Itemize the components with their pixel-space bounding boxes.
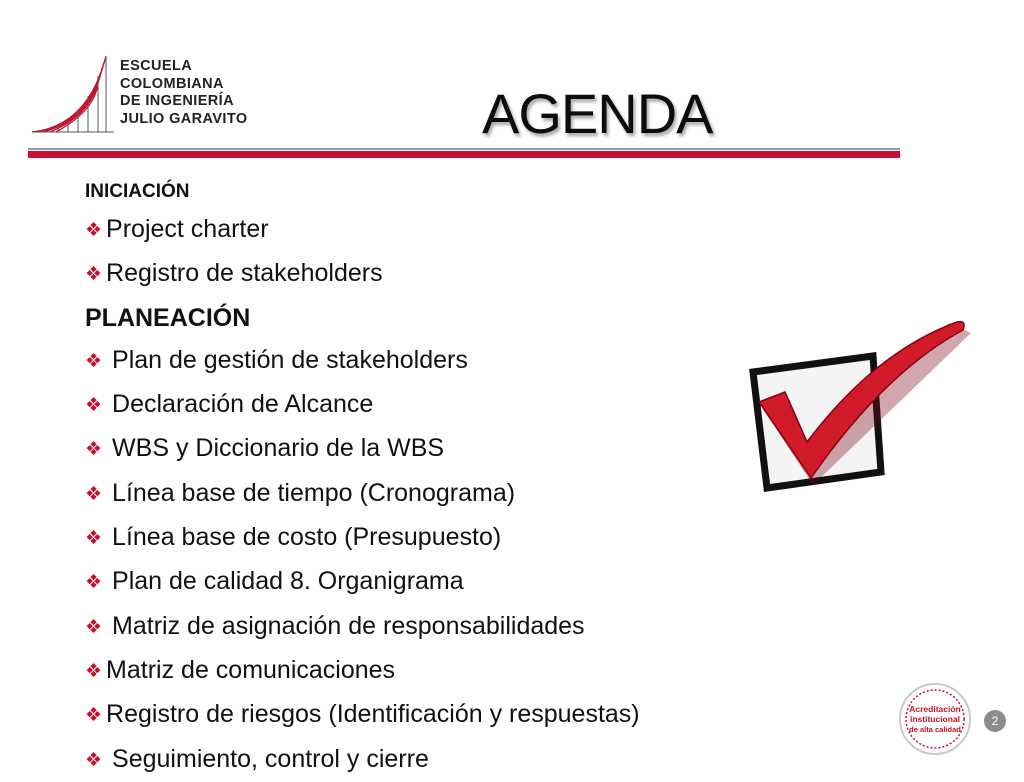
list-item-text: Registro de stakeholders (106, 259, 383, 288)
logo-line: COLOMBIANA (120, 75, 224, 92)
list-item-text: Matriz de asignación de responsabilidades (112, 611, 585, 640)
diamond-bullet-icon: ❖ (85, 749, 103, 771)
list-item-text: Seguimiento, control y cierre (112, 744, 429, 773)
list-item-text: Project charter (106, 215, 269, 243)
section-heading-planning: PLANEACIÓN (85, 303, 251, 332)
diamond-bullet-icon: ❖ (85, 660, 103, 682)
list-item-text: Línea base de tiempo (Cronograma) (112, 478, 516, 507)
logo-line: ESCUELA (120, 58, 193, 74)
diamond-bullet-icon: ❖ (85, 528, 103, 550)
title-divider-red (28, 151, 900, 158)
slide-title: AGENDA (482, 82, 713, 145)
title-divider-gray (28, 148, 900, 150)
list-item-text: Línea base de costo (Presupuesto) (112, 523, 502, 552)
section-heading-initiation: INICIACIÓN (85, 181, 190, 202)
diamond-bullet-icon: ❖ (85, 705, 103, 727)
logo-line: JULIO GARAVITO (120, 110, 248, 127)
diamond-bullet-icon: ❖ (85, 439, 103, 461)
diamond-bullet-icon: ❖ (85, 616, 103, 638)
agenda-list (85, 176, 785, 782)
seal-line: institucional (909, 714, 961, 724)
logo-wordmark (120, 58, 248, 128)
list-item (85, 339, 785, 383)
diamond-bullet-icon: ❖ (85, 572, 103, 594)
list-item-text: Plan de calidad 8. Organigrama (112, 567, 464, 596)
seal-line: Acreditación (909, 704, 961, 714)
seal-line: de alta calidad (909, 725, 961, 734)
list-item (85, 693, 785, 737)
list-item (85, 472, 785, 516)
accreditation-seal-icon (898, 682, 972, 756)
diamond-bullet-icon: ❖ (85, 483, 103, 505)
escuela-logo (28, 52, 250, 136)
diamond-bullet-icon: ❖ (85, 350, 103, 372)
list-item-text: Plan de gestión de stakeholders (112, 345, 468, 374)
checkbox-checkmark-icon (745, 312, 975, 497)
list-item-text: WBS y Diccionario de la WBS (112, 434, 445, 463)
diamond-bullet-icon: ❖ (85, 264, 103, 286)
list-item (85, 516, 785, 560)
list-item-text: Declaración de Alcance (112, 390, 374, 419)
page-number: 2 (984, 710, 1006, 732)
list-item-text: Registro de riesgos (Identificación y respuestas) (106, 700, 640, 729)
list-item (85, 605, 785, 649)
list-item (85, 383, 785, 427)
list-item (85, 649, 785, 693)
list-item (85, 738, 785, 782)
diamond-bullet-icon: ❖ (85, 395, 103, 417)
diamond-bullet-icon: ❖ (85, 220, 103, 241)
list-item (85, 427, 785, 471)
logo-line: DE INGENIERÍA (120, 93, 234, 109)
list-item (85, 560, 785, 604)
list-item-text: Matriz de comunicaciones (106, 655, 396, 684)
list-item (85, 208, 785, 252)
list-item (85, 252, 785, 296)
escuela-logo-icon (28, 52, 118, 136)
